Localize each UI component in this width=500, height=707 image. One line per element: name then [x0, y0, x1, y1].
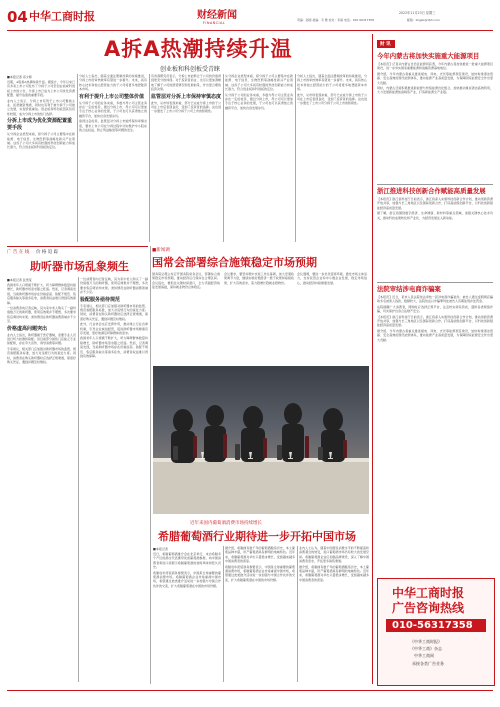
- main-subtitle: 创业板和科创板受青睐: [160, 66, 221, 73]
- main-paragraph: 从分拆企业类型来看，拟分拆子公司主要集中在新能源、电子信息、生物医药等战略性新兴产业领域。这些子公司大多具有较强的科技创新能力和成长潜力，符合创业板和科创板的定位。: [7, 132, 75, 150]
- middle-col-2: [224, 272, 294, 362]
- right-section-tag-text: 财 讯: [380, 42, 391, 48]
- left-paragraph: 我国老年人口规模不断扩大，听力障碍群体数量持续增长，助听器市场需求随之旺盛。然而，记者调查发现，当前助听器市场存在价格虚高、验配不规范、售后服务缺失等诸多乱象，消费者权益难以得到有效保障。: [80, 336, 148, 359]
- bottom-paragraph: 据介绍，希腊拥有数千年的葡萄酒酿造历史，本土葡萄品种丰富，所产葡萄酒具有鲜明的地域特色。近年来，希腊葡萄酒对华出口量稳步增长，受到越来越多中国消费者的喜爱。: [225, 546, 295, 564]
- brief-separator: [377, 282, 493, 283]
- main-paragraph: 有券商研究员表示，分拆上市能够让子公司的价值得到更充分的体现。对于投资者而言，也可以更加清晰地了解子公司的经营情况和发展前景，作出更合理的投资决策。: [151, 74, 221, 92]
- ad-title: 中华工商时报: [392, 586, 465, 600]
- masthead: [7, 5, 493, 31]
- bottom-paragraph: 近日，希腊葡萄酒推介会在北京举行，来自希腊多个产区的酒庄代表携带优质葡萄酒参展，向中国消费者和进口商展示希腊葡萄酒的独特风味和悠久历史。: [153, 552, 221, 570]
- wine-scene-illustration: [153, 366, 369, 514]
- brief-paragraph: 【本报讯】记者从内蒙古自治区能源局获悉，今年内蒙古将加快推进一批重大能源项目建设，进一步夯实国家重要能源和战略资源基地地位。: [377, 62, 493, 71]
- main-article-col-2: [79, 74, 147, 244]
- left-col-2: [80, 277, 148, 685]
- main-paragraph: 值得注意的是，监管层对分拆上市始终保持审慎态度，要求上市公司在分拆过程中切实维护中小股东的合法权益，防止利益输送等问题的发生。: [79, 119, 147, 133]
- left-paragraph: 专家建议，相关部门应加强对助听器市场的监管，规范验配服务标准，加大对违规行为的查处力度。同时，消费者在购买助听器时应选择正规渠道，保留好购买凭证，遇到问题及时维权。: [80, 303, 148, 321]
- middle-headline: 国常会部署综合施策稳定市场预期: [152, 256, 317, 269]
- middle-paragraph: 国务院总理主持召开国务院常务会议，部署综合施策稳定市场预期，推动经济运行保持在合理区间。会议指出，要抓住关键时间窗口，全力巩固经济恢复发展基础，保持就业物价总体稳定。: [152, 272, 220, 290]
- bottom-col-1: [153, 546, 221, 684]
- left-col-1: [7, 277, 76, 685]
- main-article-col-1: [7, 74, 75, 244]
- section-title-en: FINANCIAL: [203, 21, 226, 25]
- brief-headline: 浙江推进科技创新合作赋能高质量发展: [377, 187, 486, 195]
- ad-item-3: 中华工商网: [414, 653, 434, 658]
- email-line: 邮箱：zhgsb@163.com: [407, 18, 440, 22]
- bottom-paragraph: 业内人士认为，随着中国居民消费水平的不断提高和消费观念的转变，进口葡萄酒市场仍有较大的发展空间。希腊葡萄酒企业应加强品牌建设，深入了解中国消费者需求，开拓更多销售渠道。: [299, 546, 369, 564]
- left-headline: 助听器市场乱象频生: [30, 260, 129, 273]
- brief-separator: [377, 184, 493, 185]
- main-paragraph: 从分拆子公司的业务来看，多数与母公司主营业务存在一定的差异，通过分拆上市，母公司可以更加专注于核心业务的发展，子公司也可以获得独立的融资平台，加快自身发展步伐。: [79, 100, 147, 118]
- main-subhead: 监管层对分拆上市保持审慎态度: [151, 93, 221, 100]
- left-section-tag: 广 告 在 线: [7, 250, 30, 255]
- main-subhead: 有利于提升上市公司整体价值: [79, 93, 145, 100]
- bottom-paragraph: 希腊驻华使馆商务参赞表示，中国是全球重要的葡萄酒消费市场，希腊葡萄酒企业非常重视中国市场，希望通过此类推介活动进一步加强与中国合作伙伴的交流，扩大希腊葡萄酒在中国的市场份额。: [153, 570, 221, 588]
- brief-body: [377, 295, 493, 500]
- bottom-paragraph: 希腊驻华使馆商务参赞表示，中国是全球重要的葡萄酒消费市场，希腊葡萄酒企业非常重视中国市场，希望通过此类推介活动进一步加强与中国合作伙伴的交流，扩大希腊葡萄酒在中国的市场份额。: [225, 564, 295, 582]
- bottom-headline: 希腊葡萄酒行业期待进一步开拓中国市场: [158, 530, 356, 543]
- left-paragraph: 业内人士指出，助听器属于医疗器械，需要专业人员进行听力检测和验配。但目前部分销售门店缺乏专业验配师，存在夸大宣传、诱导消费等问题。: [7, 332, 76, 346]
- bottom-paragraph: 据介绍，希腊拥有数千年的葡萄酒酿造历史，本土葡萄品种丰富，所产葡萄酒具有鲜明的地域特色。近年来，希腊葡萄酒对华出口量稳步增长，受到越来越多中国消费者的喜爱。: [299, 564, 369, 582]
- bottom-kicker: 近年来国内葡萄酒消费市场持续增长: [190, 521, 262, 526]
- page-number: 04: [7, 8, 28, 26]
- issue-date: 2022年11月23日 星期三: [399, 11, 436, 15]
- column-divider: [297, 546, 298, 682]
- main-paragraph: 此外，从市场表现来看，部分已完成分拆上市的子公司在上市后表现良好，受到了投资者的追捧。这也进一步激发了上市公司分拆子公司上市的积极性。: [151, 100, 221, 114]
- middle-paragraph: 会议强调，要进一步优化营商环境，激发市场主体活力，支持民营企业和中小微企业发展，稳定市场信心，推动经济持续健康发展。: [297, 272, 367, 285]
- left-paragraph: 此外，行业协会也应发挥作用，推动建立行业自律机制，引导企业诚信经营，促进助听器市场健康有序发展，更好地满足听障群体的需求。: [80, 322, 148, 336]
- main-paragraph: 近期，A股拆A热潮持续升温。据统计，今年以来已有多家上市公司发布了分拆子公司至创业板或科创板上市的公告，分拆上市已成为上市公司优化资源配置、提升估值的重要手段。: [7, 80, 75, 98]
- main-article-col-3: [151, 74, 221, 244]
- brief-paragraph: 据介绍，今年内蒙古将重点推进煤电、风电、光伏等能源项目建设，加快构建清洁低碳、安全高效的现代能源体系，推动能源产业高质量发展，为保障国家能源安全作出更大贡献。: [377, 71, 493, 85]
- brief-headline: 法院审结涉电商诈骗案: [377, 285, 441, 293]
- main-paragraph: 业内人士表示，分拆上市有利于上市公司聚焦主业、拓宽融资渠道，同时也有利于被分拆子公司独立发展，实现价值重估。创业板和科创板因其包容性较强，成为分拆上市的热门选择。: [7, 98, 75, 116]
- left-subhead: 价格虚高问题突出: [7, 325, 48, 332]
- main-paragraph: 从分拆企业类型来看，拟分拆子公司主要集中在新能源、电子信息、生物医药等战略性新兴产业领域。这些子公司大多具有较强的科技创新能力和成长潜力，符合创业板和科创板的定位。: [225, 74, 293, 92]
- main-paragraph: 分析人士指出，随着全面注册制改革的持续推进，分拆上市的审核效率有望进一步提升。未来，具有核心技术和独立经营能力的子公司将更多地登陆资本市场。: [297, 74, 367, 92]
- main-paragraph: 此外，从市场表现来看，部分已完成分拆上市的子公司在上市后表现良好，受到了投资者的追捧。这也进一步激发了上市公司分拆子公司上市的积极性。: [297, 92, 367, 106]
- editors-line: 责编：孙刚 美编：韦 雅 校对：李丽 电话：010-56317358: [297, 18, 374, 22]
- main-article-col-4: [225, 74, 293, 244]
- right-column-divider: [372, 34, 373, 684]
- ad-subtitle: 广告咨询热线: [392, 601, 465, 615]
- ad-note: 承接各类广告业务: [412, 661, 444, 666]
- left-paragraph: 一位消费者向记者反映，其为家中老人购买了一副价值数万元的助听器，使用后效果并不理想，多次要求售后调试均未果。类似情况在助听器消费领域并不少见。: [80, 277, 148, 295]
- column-divider: [78, 277, 79, 682]
- footer-rule: [7, 690, 493, 691]
- column-divider: [223, 546, 224, 682]
- main-subhead: 分拆上市成为优化资源配置重要手段: [7, 118, 73, 132]
- left-paragraph: 我国老年人口规模不断扩大，听力障碍群体数量持续增长，助听器市场需求随之旺盛。然而，记者调查发现，当前助听器市场存在价格虚高、验配不规范、售后服务缺失等诸多乱象，消费者权益难以得到有效保障。: [7, 283, 76, 305]
- middle-col-1: [152, 272, 220, 362]
- column-divider: [149, 74, 150, 242]
- ad-item-2: 《中华工商》杂志: [410, 646, 442, 651]
- main-paragraph: 从分拆子公司的业务来看，多数与母公司主营业务存在一定的差异，通过分拆上市，母公司可以更加专注于核心业务的发展，子公司也可以获得独立的融资平台，加快自身发展步伐。: [225, 92, 293, 110]
- column-divider: [77, 74, 78, 242]
- bottom-col-2: [225, 546, 295, 684]
- section-title: 财经新闻: [197, 10, 237, 21]
- main-article-col-5: [297, 74, 367, 244]
- bottom-byline: ■本报记者: [153, 547, 168, 551]
- brief-body: [377, 197, 493, 279]
- column-divider: [150, 246, 151, 684]
- header-rule: [7, 30, 493, 31]
- column-divider: [295, 74, 296, 242]
- left-section-tag-2: 价 格 追 踪: [36, 250, 59, 255]
- ad-item-1: 《中华工商时报》: [410, 639, 442, 644]
- brief-paragraph: 法院提醒广大消费者，网购时应选择正规平台，注意核实商家资质，谨防各类网络诈骗，切实保护自身合法财产安全。: [377, 304, 493, 314]
- section-rule: [7, 246, 148, 247]
- right-section-tag: [377, 40, 395, 48]
- main-paragraph: 分析人士指出，随着全面注册制改革的持续推进，分拆上市的审核效率有望进一步提升。未来，具有核心技术和独立经营能力的子公司将更多地登陆资本市场。: [79, 74, 147, 92]
- left-byline: ■本报记者 张雪莹: [7, 278, 32, 282]
- column-divider: [223, 74, 224, 242]
- middle-kicker: ■新闻调: [152, 248, 170, 253]
- ad-box: [377, 578, 495, 686]
- left-paragraph: 一位消费者向记者反映，其为家中老人购买了一副价值数万元的助听器，使用后效果并不理想，多次要求售后调试均未果。类似情况在助听器消费领域并不少见。: [7, 306, 76, 324]
- middle-paragraph: 会议要求，要坚持稳中求进工作总基调，加大宏观政策调节力度，继续实施好稳经济一揽子政策和接续政策，扩大有效需求，着力稳增长稳就业稳物价。: [224, 272, 294, 285]
- brief-paragraph: 据了解，浙江将围绕数字经济、生命健康、新材料等重点领域，加强关键核心技术攻关，推动科技成果转化和产业化，为经济发展注入新动能。: [377, 211, 493, 220]
- brief-headline: 今年内蒙古将加快实施重大能源项目: [377, 52, 480, 60]
- brief-paragraph: 据介绍，今年内蒙古将重点推进煤电、风电、光伏等能源项目建设，加快构建清洁低碳、安全高效的现代能源体系，推动能源产业高质量发展，为保障国家能源安全作出更大贡献。: [377, 328, 493, 342]
- middle-col-3: [297, 272, 367, 362]
- left-subhead: 验配服务亟待规范: [80, 296, 121, 303]
- wine-photo: [153, 366, 369, 514]
- brief-body: [377, 62, 493, 182]
- brief-paragraph: 【本报讯】浙江省科技厅日前表示，浙江将深入实施科技创新合作计划，推动创新资源开放共享，加强与长三角地区以及国际创新合作，打造高能级创新平台，以科技创新赋能经济高质量发展。: [377, 197, 493, 210]
- brief-paragraph: 【本报讯】浙江省科技厅日前表示，浙江将深入实施科技创新合作计划，推动创新资源开放共享，加强与长三角地区以及国际创新合作，打造高能级创新平台，以科技创新赋能经济高质量发展。: [377, 314, 493, 328]
- main-headline: A拆A热潮持续升温: [104, 37, 293, 61]
- ad-phone: 010-56317358: [392, 620, 473, 631]
- brief-paragraph: 同时，内蒙古还将积极推进新能源与传统能源优化组合，加快推动煤炭清洁高效利用，大力发展新能源装备制造产业，打造新能源全产业链。: [377, 86, 493, 95]
- paper-name: 中华工商时报: [29, 10, 95, 23]
- bottom-col-3: [299, 546, 369, 684]
- left-paragraph: 专家建议，相关部门应加强对助听器市场的监管，规范验配服务标准，加大对违规行为的查处力度。同时，消费者在购买助听器时应选择正规渠道，保留好购买凭证，遇到问题及时维权。: [7, 346, 76, 365]
- main-byline: ■本报记者 邓少婷: [7, 75, 32, 79]
- brief-paragraph: 【本报讯】近日，某市人民法院依法审结一起涉电商诈骗案件。被告人通过虚假网店骗取多名被害人钱款，数额较大，法院依法以诈骗罪判处被告人有期徒刑并处罚金。: [377, 295, 493, 304]
